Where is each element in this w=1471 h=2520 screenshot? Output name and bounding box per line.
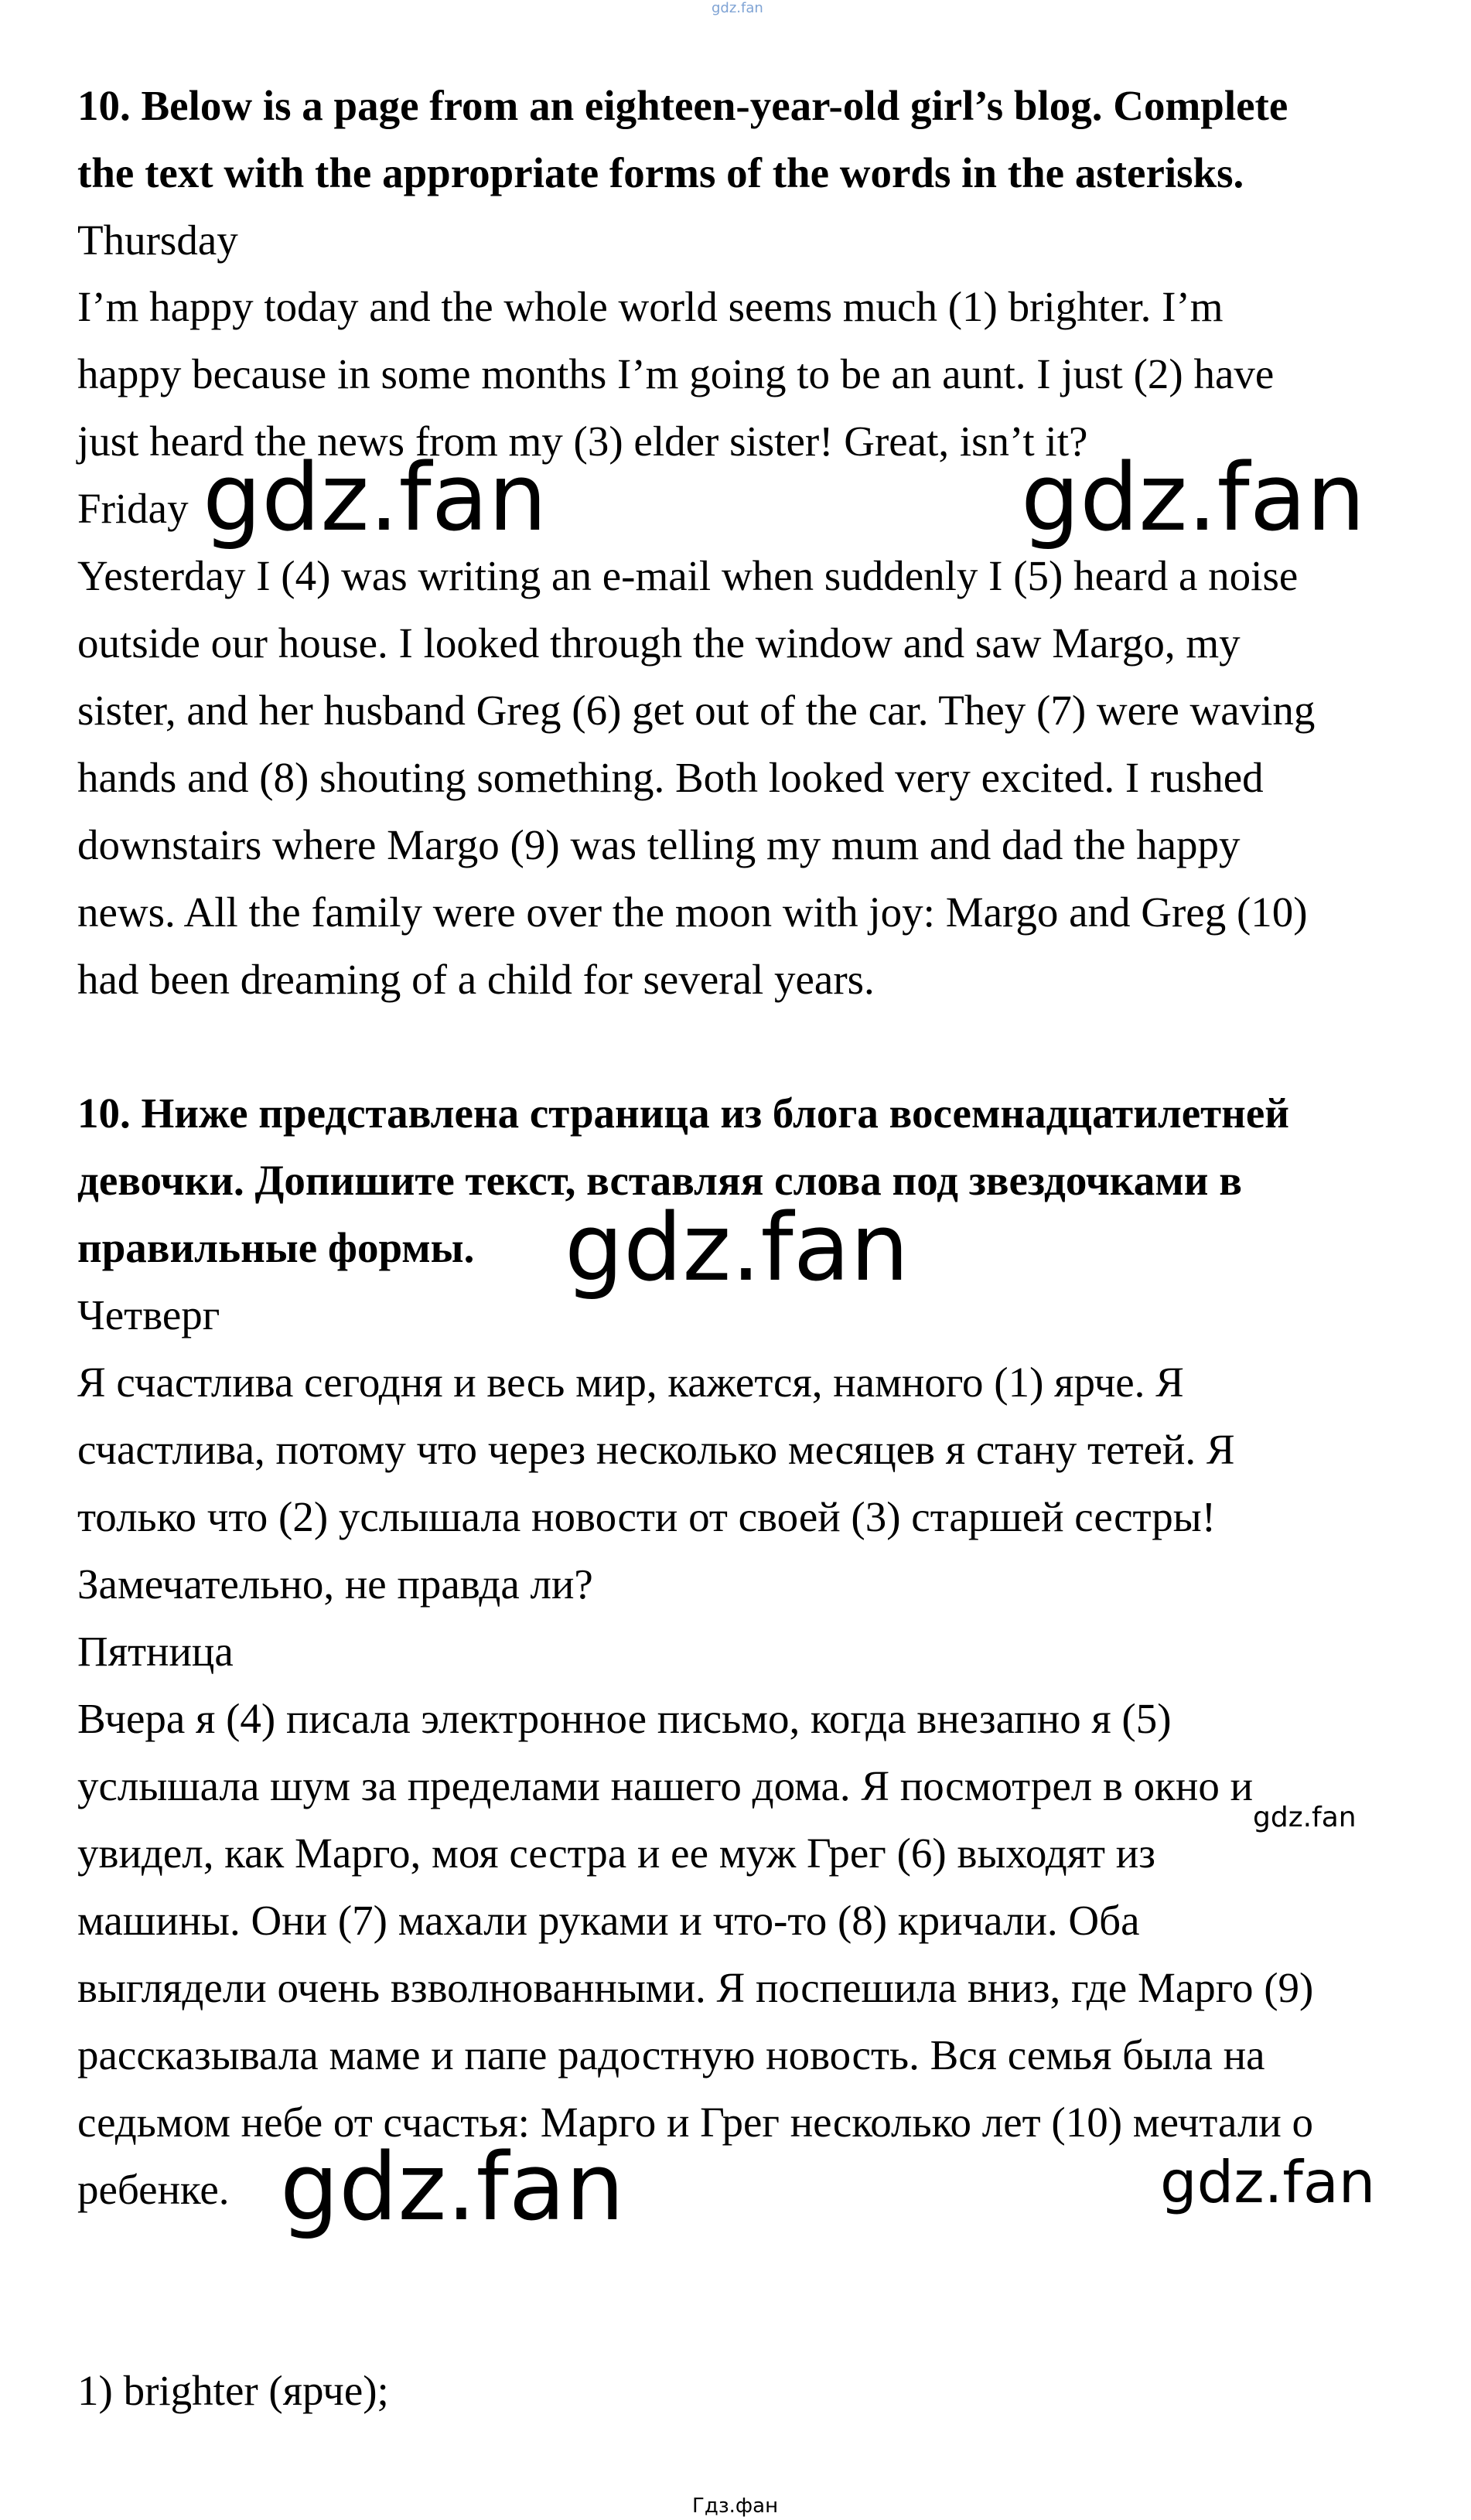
watermark-bottom: Гдз.фан — [692, 2494, 779, 2518]
russian-para2-line-1: Вчера я (4) писала электронное письмо, когда внезапно я (5) — [77, 1695, 1172, 1742]
english-para2-line-6: news. All the family were over the moon with joy: Margo and Greg (10) — [77, 888, 1308, 936]
russian-heading-line-3: правильные формы. — [77, 1224, 475, 1271]
russian-para2-line-6: рассказывала маме и папе радостную новость. Вся семья была на — [77, 2031, 1265, 2078]
english-para1-line-3: just heard the news from my (3) elder sister! Great, isn’t it? — [77, 418, 1088, 465]
russian-para1-line-4: Замечательно, не правда ли? — [77, 1560, 593, 1608]
russian-para2-line-5: выглядели очень взволнованными. Я поспешила вниз, где Марго (9) — [77, 1964, 1314, 2011]
russian-day-thursday: Четверг — [77, 1291, 220, 1338]
russian-para2-line-3: увидел, как Марго, моя сестра и ее муж Грег (6) выходят из — [77, 1829, 1155, 1877]
russian-para1-line-3: только что (2) услышала новости от своей (3) старшей сестры! — [77, 1493, 1217, 1540]
watermark-3: gdz.fan — [565, 1195, 910, 1302]
english-para1-line-1: I’m happy today and the whole world seems much (1) brighter. I’m — [77, 283, 1224, 330]
watermark-4: gdz.fan — [1253, 1802, 1357, 1833]
russian-para2-line-7: седьмом небе от счастья: Марго и Грег несколько лет (10) мечтали о — [77, 2099, 1314, 2146]
english-day-thursday: Thursday — [77, 217, 238, 264]
english-heading-line-1: 10. Below is a page from an eighteen-year-old girl’s blog. Complete — [77, 82, 1288, 129]
watermark-top: gdz.fan — [712, 0, 763, 16]
russian-para2-line-8: ребенке. — [77, 2166, 230, 2213]
english-para2-line-5: downstairs where Margo (9) was telling my mum and dad the happy — [77, 821, 1241, 868]
english-para2-line-2: outside our house. I looked through the window and saw Margo, my — [77, 619, 1241, 667]
russian-para2-line-2: услышала шум за пределами нашего дома. Я посмотрел в окно и — [77, 1762, 1254, 1809]
english-para2-line-7: had been dreaming of a child for several years. — [77, 956, 875, 1003]
english-para1-line-2: happy because in some months I’m going to be an aunt. I just (2) have — [77, 350, 1275, 397]
english-para2-line-4: hands and (8) shouting something. Both looked very excited. I rushed — [77, 754, 1264, 801]
watermark-5: gdz.fan — [280, 2134, 625, 2242]
answer-line-1: 1) brighter (ярче); — [77, 2367, 389, 2414]
watermark-6: gdz.fan — [1160, 2148, 1376, 2216]
watermark-1: gdz.fan — [203, 445, 548, 552]
english-para2-line-1: Yesterday I (4) was writing an e-mail when suddenly I (5) heard a noise — [77, 552, 1299, 599]
english-heading-line-2: the text with the appropriate forms of the words in the asterisks. — [77, 149, 1244, 196]
russian-para1-line-1: Я счастлива сегодня и весь мир, кажется, намного (1) ярче. Я — [77, 1359, 1184, 1406]
russian-heading-line-1: 10. Ниже представлена страница из блога восемнадцатилетней — [77, 1089, 1289, 1137]
russian-heading-line-2: девочки. Допишите текст, вставляя слова под звездочками в — [77, 1157, 1242, 1204]
russian-para2-line-4: машины. Они (7) махали руками и что-то (8) кричали. Оба — [77, 1897, 1140, 1944]
watermark-2: gdz.fan — [1021, 445, 1366, 552]
russian-day-friday: Пятница — [77, 1628, 234, 1675]
russian-para1-line-2: счастлива, потому что через несколько месяцев я стану тетей. Я — [77, 1426, 1235, 1473]
english-para2-line-3: sister, and her husband Greg (6) get out of the car. They (7) were waving — [77, 687, 1316, 734]
english-day-friday: Friday — [77, 485, 189, 532]
